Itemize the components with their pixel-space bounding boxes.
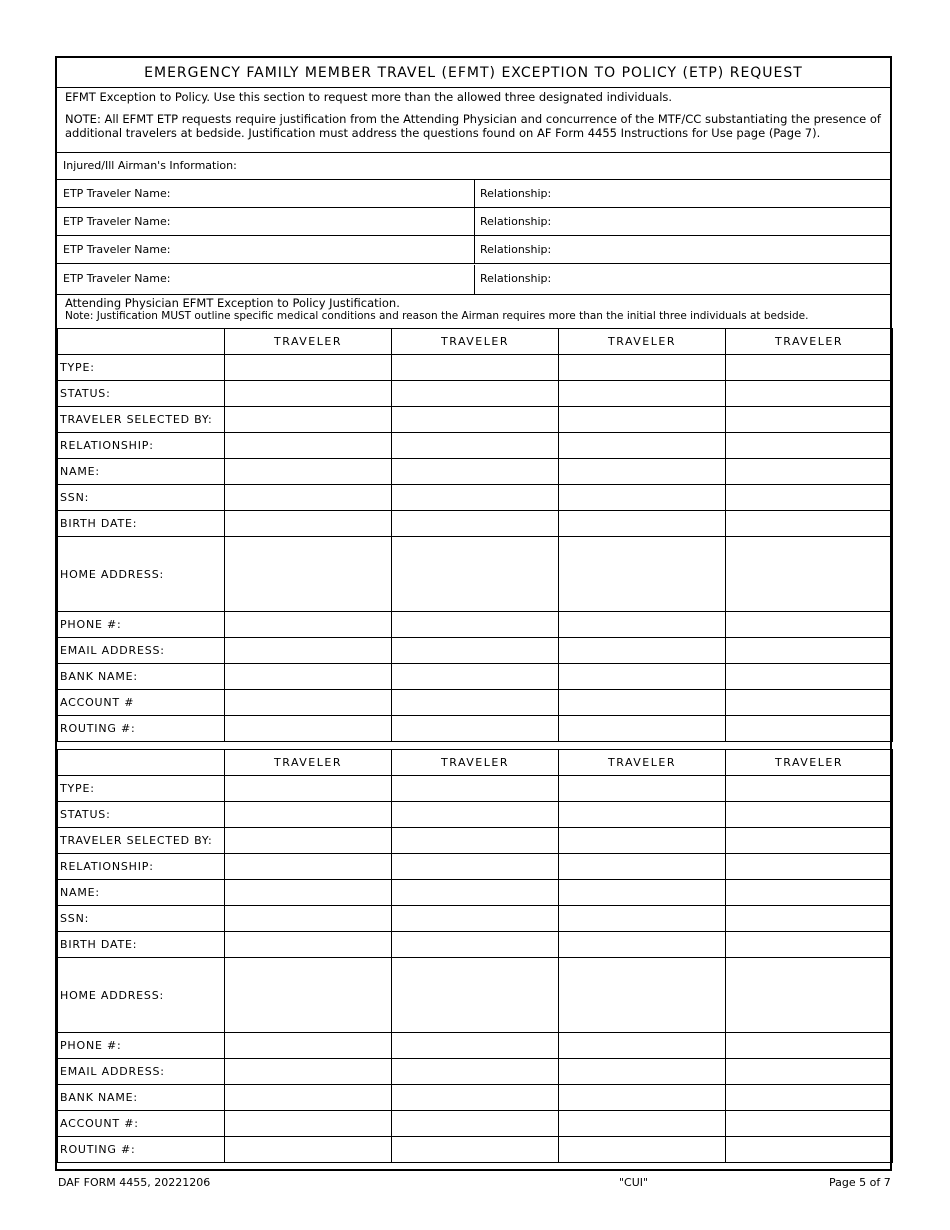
traveler-input-cell[interactable]: [559, 906, 726, 932]
traveler-column-header: TRAVELER: [392, 329, 559, 355]
traveler-input-cell[interactable]: [726, 638, 893, 664]
traveler-field-row: [58, 459, 893, 485]
form-title: EMERGENCY FAMILY MEMBER TRAVEL (EFMT) EXCEPTION TO POLICY (ETP) REQUEST: [57, 58, 890, 88]
traveler-field-row: [58, 776, 893, 802]
traveler-input-cell[interactable]: [559, 880, 726, 906]
divider: [474, 265, 475, 294]
traveler-input-cell[interactable]: [559, 854, 726, 880]
traveler-input-cell[interactable]: [225, 1059, 392, 1085]
field-label: RELATIONSHIP:: [58, 433, 225, 459]
field-label: ACCOUNT #: [58, 690, 225, 716]
page-number: Page 5 of 7: [829, 1176, 891, 1189]
traveler-input-cell[interactable]: [559, 1059, 726, 1085]
traveler-input-cell[interactable]: [559, 958, 726, 1033]
intro-text: EFMT Exception to Policy. Use this section to request more than the allowed three designated individuals.: [65, 90, 673, 104]
traveler-field-row: [58, 932, 893, 958]
field-label: SSN:: [58, 485, 225, 511]
traveler-input-cell[interactable]: [392, 433, 559, 459]
traveler-input-cell[interactable]: [726, 828, 893, 854]
traveler-input-cell[interactable]: [392, 612, 559, 638]
traveler-field-row: [58, 537, 893, 612]
field-label: TYPE:: [58, 776, 225, 802]
etp-traveler-name-field[interactable]: ETP Traveler Name:: [63, 243, 171, 256]
traveler-input-cell[interactable]: [225, 407, 392, 433]
traveler-input-cell[interactable]: [225, 511, 392, 537]
traveler-input-cell[interactable]: [225, 612, 392, 638]
traveler-input-cell[interactable]: [225, 1033, 392, 1059]
traveler-field-row: [58, 381, 893, 407]
field-label: ACCOUNT #:: [58, 1111, 225, 1137]
traveler-input-cell[interactable]: [392, 537, 559, 612]
traveler-input-cell[interactable]: [726, 433, 893, 459]
traveler-input-cell[interactable]: [559, 459, 726, 485]
traveler-field-row: [58, 638, 893, 664]
etp-relationship-field[interactable]: Relationship:: [480, 243, 552, 256]
divider: [474, 180, 475, 207]
traveler-input-cell[interactable]: [392, 802, 559, 828]
traveler-input-cell[interactable]: [392, 355, 559, 381]
traveler-field-row: [58, 1111, 893, 1137]
traveler-input-cell[interactable]: [726, 776, 893, 802]
etp-relationship-field[interactable]: Relationship:: [480, 215, 552, 228]
traveler-input-cell[interactable]: [726, 459, 893, 485]
traveler-input-cell[interactable]: [392, 407, 559, 433]
traveler-field-row: [58, 1137, 893, 1163]
etp-traveler-row: [57, 236, 890, 264]
traveler-input-cell[interactable]: [392, 906, 559, 932]
field-label: ROUTING #:: [58, 716, 225, 742]
traveler-table-2: [57, 749, 893, 1163]
efmt-etp-form: [55, 56, 892, 1171]
traveler-input-cell[interactable]: [392, 1033, 559, 1059]
traveler-input-cell[interactable]: [559, 690, 726, 716]
traveler-input-cell[interactable]: [559, 485, 726, 511]
etp-traveler-name-field[interactable]: ETP Traveler Name:: [63, 187, 171, 200]
traveler-input-cell[interactable]: [392, 1059, 559, 1085]
field-label: NAME:: [58, 459, 225, 485]
traveler-input-cell[interactable]: [392, 716, 559, 742]
field-label: STATUS:: [58, 802, 225, 828]
traveler-input-cell[interactable]: [726, 381, 893, 407]
traveler-input-cell[interactable]: [225, 1085, 392, 1111]
field-label: BIRTH DATE:: [58, 932, 225, 958]
traveler-input-cell[interactable]: [726, 1059, 893, 1085]
header-blank-cell: [58, 329, 225, 355]
traveler-field-row: [58, 690, 893, 716]
traveler-input-cell[interactable]: [392, 638, 559, 664]
traveler-input-cell[interactable]: [225, 690, 392, 716]
traveler-input-cell[interactable]: [559, 612, 726, 638]
traveler-input-cell[interactable]: [225, 1111, 392, 1137]
traveler-field-row: [58, 716, 893, 742]
traveler-field-row: [58, 958, 893, 1033]
traveler-input-cell[interactable]: [559, 433, 726, 459]
traveler-field-row: [58, 1085, 893, 1111]
traveler-input-cell[interactable]: [392, 485, 559, 511]
traveler-column-header: TRAVELER: [726, 329, 893, 355]
traveler-input-cell[interactable]: [392, 1085, 559, 1111]
traveler-input-cell[interactable]: [225, 932, 392, 958]
traveler-input-cell[interactable]: [726, 511, 893, 537]
traveler-field-row: [58, 664, 893, 690]
traveler-field-row: [58, 355, 893, 381]
traveler-input-cell[interactable]: [225, 638, 392, 664]
traveler-input-cell[interactable]: [225, 485, 392, 511]
traveler-input-cell[interactable]: [559, 932, 726, 958]
traveler-column-header: TRAVELER: [559, 329, 726, 355]
traveler-input-cell[interactable]: [726, 716, 893, 742]
traveler-input-cell[interactable]: [726, 355, 893, 381]
traveler-input-cell[interactable]: [559, 355, 726, 381]
intro-section: [57, 88, 890, 153]
traveler-input-cell[interactable]: [225, 716, 392, 742]
field-label: PHONE #:: [58, 1033, 225, 1059]
field-label: RELATIONSHIP:: [58, 854, 225, 880]
traveler-input-cell[interactable]: [726, 958, 893, 1033]
justification-title: Attending Physician EFMT Exception to Policy Justification.: [65, 296, 400, 310]
traveler-field-row: [58, 1033, 893, 1059]
field-label: BANK NAME:: [58, 664, 225, 690]
traveler-column-header: TRAVELER: [559, 750, 726, 776]
traveler-input-cell[interactable]: [392, 776, 559, 802]
intro-note: NOTE: All EFMT ETP requests require justification from the Attending Physician and concurrence of the MTF/CC substantiating the presence of additional travelers at bedside. Justification must address the questions found on AF Form 4455 Instructions for Use page (Page 7).: [65, 112, 881, 140]
traveler-input-cell[interactable]: [225, 1137, 392, 1163]
field-label: PHONE #:: [58, 612, 225, 638]
traveler-input-cell[interactable]: [559, 716, 726, 742]
traveler-field-row: [58, 828, 893, 854]
traveler-input-cell[interactable]: [392, 459, 559, 485]
traveler-input-cell[interactable]: [726, 1111, 893, 1137]
traveler-input-cell[interactable]: [225, 880, 392, 906]
etp-traveler-name-field[interactable]: ETP Traveler Name:: [63, 272, 171, 285]
traveler-input-cell[interactable]: [392, 854, 559, 880]
traveler-input-cell[interactable]: [726, 690, 893, 716]
traveler-input-cell[interactable]: [726, 906, 893, 932]
traveler-input-cell[interactable]: [726, 1033, 893, 1059]
traveler-input-cell[interactable]: [392, 664, 559, 690]
traveler-field-row: [58, 906, 893, 932]
traveler-input-cell[interactable]: [392, 511, 559, 537]
traveler-column-header: TRAVELER: [225, 329, 392, 355]
field-label: NAME:: [58, 880, 225, 906]
field-label: EMAIL ADDRESS:: [58, 1059, 225, 1085]
traveler-input-cell[interactable]: [559, 1033, 726, 1059]
traveler-header-row: [58, 329, 893, 355]
traveler-input-cell[interactable]: [225, 802, 392, 828]
field-label: TRAVELER SELECTED BY:: [58, 407, 225, 433]
header-blank-cell: [58, 750, 225, 776]
field-label: STATUS:: [58, 381, 225, 407]
etp-relationship-field[interactable]: Relationship:: [480, 272, 552, 285]
divider: [474, 208, 475, 235]
justification-note: Note: Justification MUST outline specific medical conditions and reason the Airman requires more than the initial three individuals at bedside.: [65, 310, 809, 322]
traveler-input-cell[interactable]: [726, 854, 893, 880]
field-label: TYPE:: [58, 355, 225, 381]
traveler-column-header: TRAVELER: [225, 750, 392, 776]
traveler-input-cell[interactable]: [225, 854, 392, 880]
traveler-input-cell[interactable]: [559, 381, 726, 407]
traveler-input-cell[interactable]: [559, 1137, 726, 1163]
field-label: HOME ADDRESS:: [58, 537, 225, 612]
traveler-input-cell[interactable]: [392, 880, 559, 906]
traveler-input-cell[interactable]: [559, 802, 726, 828]
traveler-input-cell[interactable]: [726, 407, 893, 433]
traveler-field-row: [58, 433, 893, 459]
traveler-input-cell[interactable]: [559, 537, 726, 612]
form-identifier: DAF FORM 4455, 20221206: [58, 1176, 211, 1189]
field-label: ROUTING #:: [58, 1137, 225, 1163]
field-label: SSN:: [58, 906, 225, 932]
field-label: BANK NAME:: [58, 1085, 225, 1111]
divider: [474, 236, 475, 263]
etp-traveler-name-field[interactable]: ETP Traveler Name:: [63, 215, 171, 228]
traveler-field-row: [58, 511, 893, 537]
etp-traveler-row: [57, 208, 890, 236]
field-label: TRAVELER SELECTED BY:: [58, 828, 225, 854]
traveler-field-row: [58, 407, 893, 433]
traveler-input-cell[interactable]: [225, 906, 392, 932]
traveler-field-row: [58, 854, 893, 880]
etp-traveler-row: [57, 265, 890, 295]
justification-section[interactable]: [57, 295, 890, 328]
traveler-input-cell[interactable]: [225, 433, 392, 459]
injured-airman-label: Injured/Ill Airman's Information:: [63, 159, 237, 172]
traveler-input-cell[interactable]: [392, 1111, 559, 1137]
traveler-input-cell[interactable]: [559, 638, 726, 664]
field-label: HOME ADDRESS:: [58, 958, 225, 1033]
traveler-input-cell[interactable]: [225, 459, 392, 485]
traveler-input-cell[interactable]: [726, 664, 893, 690]
traveler-table-1: [57, 328, 893, 742]
traveler-input-cell[interactable]: [559, 1085, 726, 1111]
etp-traveler-row: [57, 180, 890, 208]
etp-relationship-field[interactable]: Relationship:: [480, 187, 552, 200]
traveler-field-row: [58, 802, 893, 828]
traveler-input-cell[interactable]: [225, 776, 392, 802]
field-label: EMAIL ADDRESS:: [58, 638, 225, 664]
traveler-input-cell[interactable]: [392, 828, 559, 854]
traveler-input-cell[interactable]: [392, 381, 559, 407]
traveler-input-cell[interactable]: [559, 664, 726, 690]
traveler-input-cell[interactable]: [225, 828, 392, 854]
traveler-input-cell[interactable]: [559, 1111, 726, 1137]
traveler-input-cell[interactable]: [726, 537, 893, 612]
traveler-input-cell[interactable]: [225, 958, 392, 1033]
traveler-input-cell[interactable]: [392, 932, 559, 958]
traveler-input-cell[interactable]: [559, 776, 726, 802]
traveler-input-cell[interactable]: [559, 511, 726, 537]
traveler-input-cell[interactable]: [726, 612, 893, 638]
traveler-input-cell[interactable]: [726, 1137, 893, 1163]
traveler-column-header: TRAVELER: [726, 750, 893, 776]
traveler-input-cell[interactable]: [726, 932, 893, 958]
traveler-field-row: [58, 485, 893, 511]
cui-marking: "CUI": [619, 1176, 649, 1189]
traveler-input-cell[interactable]: [225, 355, 392, 381]
traveler-input-cell[interactable]: [726, 880, 893, 906]
traveler-input-cell[interactable]: [225, 381, 392, 407]
traveler-input-cell[interactable]: [392, 1137, 559, 1163]
field-label: BIRTH DATE:: [58, 511, 225, 537]
traveler-header-row: [58, 750, 893, 776]
traveler-input-cell[interactable]: [726, 1085, 893, 1111]
traveler-input-cell[interactable]: [726, 802, 893, 828]
traveler-input-cell[interactable]: [392, 958, 559, 1033]
traveler-input-cell[interactable]: [392, 690, 559, 716]
traveler-input-cell[interactable]: [225, 537, 392, 612]
traveler-column-header: TRAVELER: [392, 750, 559, 776]
injured-airman-info-field[interactable]: [57, 153, 890, 180]
traveler-input-cell[interactable]: [559, 407, 726, 433]
traveler-field-row: [58, 880, 893, 906]
traveler-field-row: [58, 1059, 893, 1085]
traveler-input-cell[interactable]: [559, 828, 726, 854]
traveler-input-cell[interactable]: [225, 664, 392, 690]
traveler-input-cell[interactable]: [726, 485, 893, 511]
traveler-field-row: [58, 612, 893, 638]
